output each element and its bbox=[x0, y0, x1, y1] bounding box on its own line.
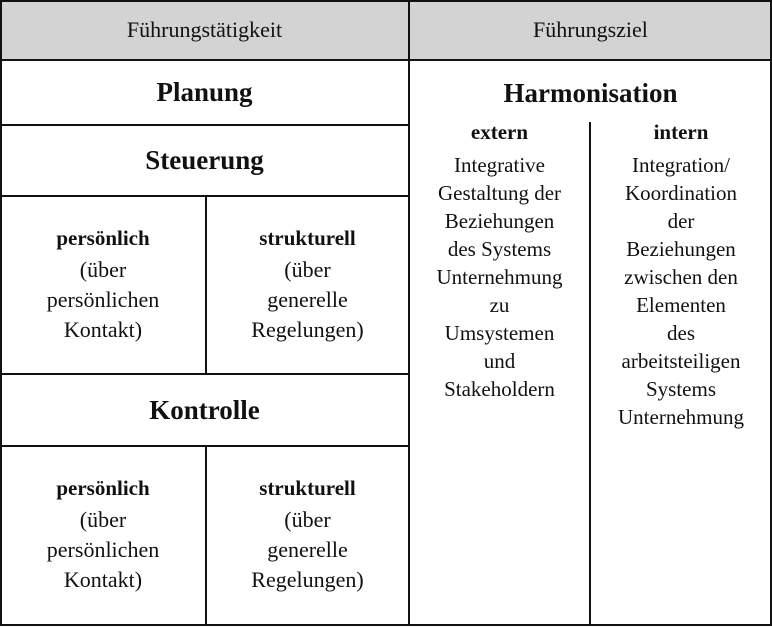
cell-planung bbox=[0, 60, 409, 125]
intern-line: Unternehmung bbox=[618, 405, 744, 429]
kontrolle-persoenlich-line: Kontakt) bbox=[63, 566, 143, 592]
extern-line: Integrative bbox=[454, 153, 545, 177]
steuerung-persoenlich-line: Kontakt) bbox=[63, 316, 143, 342]
divider-kontrolle-split bbox=[205, 445, 207, 626]
kontrolle-persoenlich-title: persönlich bbox=[56, 475, 150, 500]
header-fuehrungstaetigkeit bbox=[0, 0, 409, 60]
kontrolle-strukturell-title: strukturell bbox=[259, 475, 356, 500]
header-fuehrungsziel bbox=[409, 0, 772, 60]
extern-line: des Systems bbox=[447, 237, 552, 261]
steuerung-strukturell-title: strukturell bbox=[259, 225, 356, 250]
border-bottom bbox=[0, 624, 772, 626]
divider-steuerung-split bbox=[205, 195, 207, 375]
steuerung-persoenlich-line: (über bbox=[79, 256, 127, 282]
extern-title: extern bbox=[470, 120, 529, 144]
cell-kontrolle-persoenlich bbox=[0, 446, 206, 624]
steuerung-strukturell-line: generelle bbox=[267, 286, 348, 312]
planung-label: Planung bbox=[156, 77, 253, 107]
divider-planung-bottom bbox=[0, 124, 409, 126]
extern-line: Unternehmung bbox=[436, 265, 563, 289]
steuerung-persoenlich-title: persönlich bbox=[56, 225, 150, 250]
extern-line: Umsystemen bbox=[444, 321, 555, 345]
intern-line: der bbox=[667, 209, 695, 233]
intern-line: Koordination bbox=[625, 181, 737, 205]
border-header-bottom bbox=[0, 59, 772, 61]
intern-line: Elementen bbox=[636, 293, 726, 317]
cell-steuerung-strukturell bbox=[206, 196, 409, 374]
intern-line: des bbox=[667, 321, 695, 345]
header-right-label: Führungsziel bbox=[533, 17, 648, 42]
kontrolle-label: Kontrolle bbox=[149, 394, 260, 425]
extern-line: Beziehungen bbox=[444, 209, 555, 233]
header-left-label: Führungstätigkeit bbox=[126, 17, 283, 42]
extern-line: Stakeholdern bbox=[444, 377, 555, 401]
divider-kontrolle-top bbox=[0, 373, 409, 375]
extern-line: und bbox=[483, 349, 516, 373]
kontrolle-strukturell-line: Regelungen) bbox=[251, 566, 364, 592]
kontrolle-strukturell-line: (über bbox=[284, 506, 331, 532]
cell-steuerung-persoenlich bbox=[0, 196, 206, 374]
extern-line: zu bbox=[489, 293, 510, 317]
cell-kontrolle bbox=[0, 374, 409, 446]
steuerung-persoenlich-line: persönlichen bbox=[46, 286, 160, 312]
intern-line: Integration/ bbox=[632, 153, 730, 177]
intern-line: Beziehungen bbox=[626, 237, 736, 261]
divider-main-vertical bbox=[408, 0, 410, 626]
steuerung-strukturell-line: (über bbox=[284, 256, 331, 282]
border-left bbox=[0, 0, 2, 626]
kontrolle-strukturell-line: generelle bbox=[267, 536, 348, 562]
extern-line: Gestaltung der bbox=[437, 181, 562, 205]
kontrolle-persoenlich-line: persönlichen bbox=[46, 536, 160, 562]
cell-kontrolle-strukturell bbox=[206, 446, 409, 624]
intern-line: zwischen den bbox=[624, 265, 738, 289]
cell-intern bbox=[590, 120, 772, 450]
border-top bbox=[0, 0, 772, 2]
harmonisation-label: Harmonisation bbox=[503, 77, 678, 108]
cell-harmonisation bbox=[409, 68, 772, 118]
cell-steuerung bbox=[0, 125, 409, 196]
intern-title: intern bbox=[653, 120, 709, 144]
steuerung-label: Steuerung bbox=[145, 145, 264, 175]
intern-line: arbeitsteiligen bbox=[621, 349, 741, 373]
divider-extern-intern bbox=[589, 122, 591, 626]
steuerung-strukturell-line: Regelungen) bbox=[251, 316, 364, 342]
cell-extern bbox=[409, 120, 590, 420]
kontrolle-persoenlich-line: (über bbox=[79, 506, 127, 532]
intern-line: Systems bbox=[645, 377, 716, 401]
